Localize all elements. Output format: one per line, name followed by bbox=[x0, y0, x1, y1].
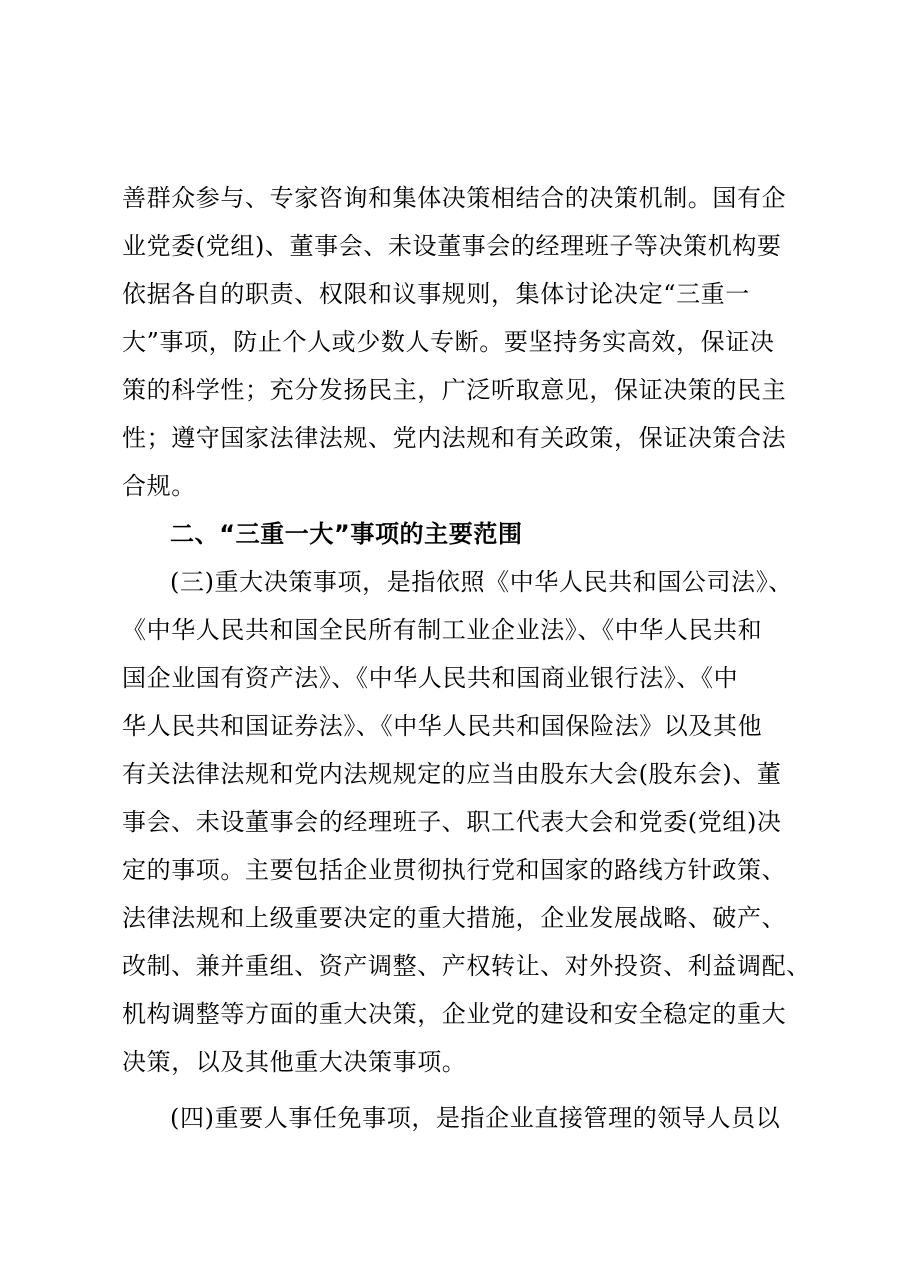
paragraph-3-line-4: 华人民共和国证券法》、《中华人民共和国保险法》以及其他 bbox=[122, 712, 763, 740]
paragraph-1-line-1: 善群众参与、专家咨询和集体决策相结合的决策机制。国有企 bbox=[122, 184, 787, 212]
paragraph-3-line-1: (三)重大决策事项，是指依照《中华人民共和国公司法》、 bbox=[170, 568, 793, 596]
paragraph-3-line-8: 法律法规和上级重要决定的重大措施，企业发展战略、破产、 bbox=[122, 904, 787, 932]
paragraph-1-line-2: 业党委(党组)、董事会、未设董事会的经理班子等决策机构要 bbox=[122, 232, 782, 260]
paragraph-1-line-6: 性；遵守国家法律法规、党内法规和有关政策，保证决策合法 bbox=[122, 424, 787, 452]
paragraph-3-line-3: 国企业国有资产法》、《中华人民共和国商业银行法》、《中 bbox=[122, 664, 739, 692]
paragraph-1-line-5: 策的科学性；充分发扬民主，广泛听取意见，保证决策的民主 bbox=[122, 376, 787, 404]
paragraph-1-line-7: 合规。 bbox=[122, 472, 196, 500]
paragraph-3-line-5: 有关法律法规和党内法规规定的应当由股东大会(股东会)、董 bbox=[122, 760, 782, 788]
paragraph-1-line-4: 大”事项，防止个人或少数人专断。要坚持务实高效，保证决 bbox=[122, 328, 775, 356]
paragraph-3-line-9: 改制、兼并重组、资产调整、产权转让、对外投资、利益调配、 bbox=[122, 952, 811, 980]
paragraph-3-line-11: 决策，以及其他重大决策事项。 bbox=[122, 1048, 467, 1076]
paragraph-3-line-10: 机构调整等方面的重大决策，企业党的建设和安全稳定的重大 bbox=[122, 1000, 787, 1028]
paragraph-3-line-6: 事会、未设董事会的经理班子、职工代表大会和党委(党组)决 bbox=[122, 808, 782, 836]
paragraph-4-line-1: (四)重要人事任免事项，是指企业直接管理的领导人员以 bbox=[170, 1104, 781, 1132]
paragraph-1-line-3: 依据各自的职责、权限和议事规则，集体讨论决定“三重一 bbox=[122, 280, 750, 308]
paragraph-3-line-7: 定的事项。主要包括企业贯彻执行党和国家的路线方针政策、 bbox=[122, 856, 787, 884]
section-heading: 二、“三重一大”事项的主要范围 bbox=[170, 520, 523, 548]
paragraph-3-line-2: 《中华人民共和国全民所有制工业企业法》、《中华人民共和 bbox=[122, 616, 763, 644]
